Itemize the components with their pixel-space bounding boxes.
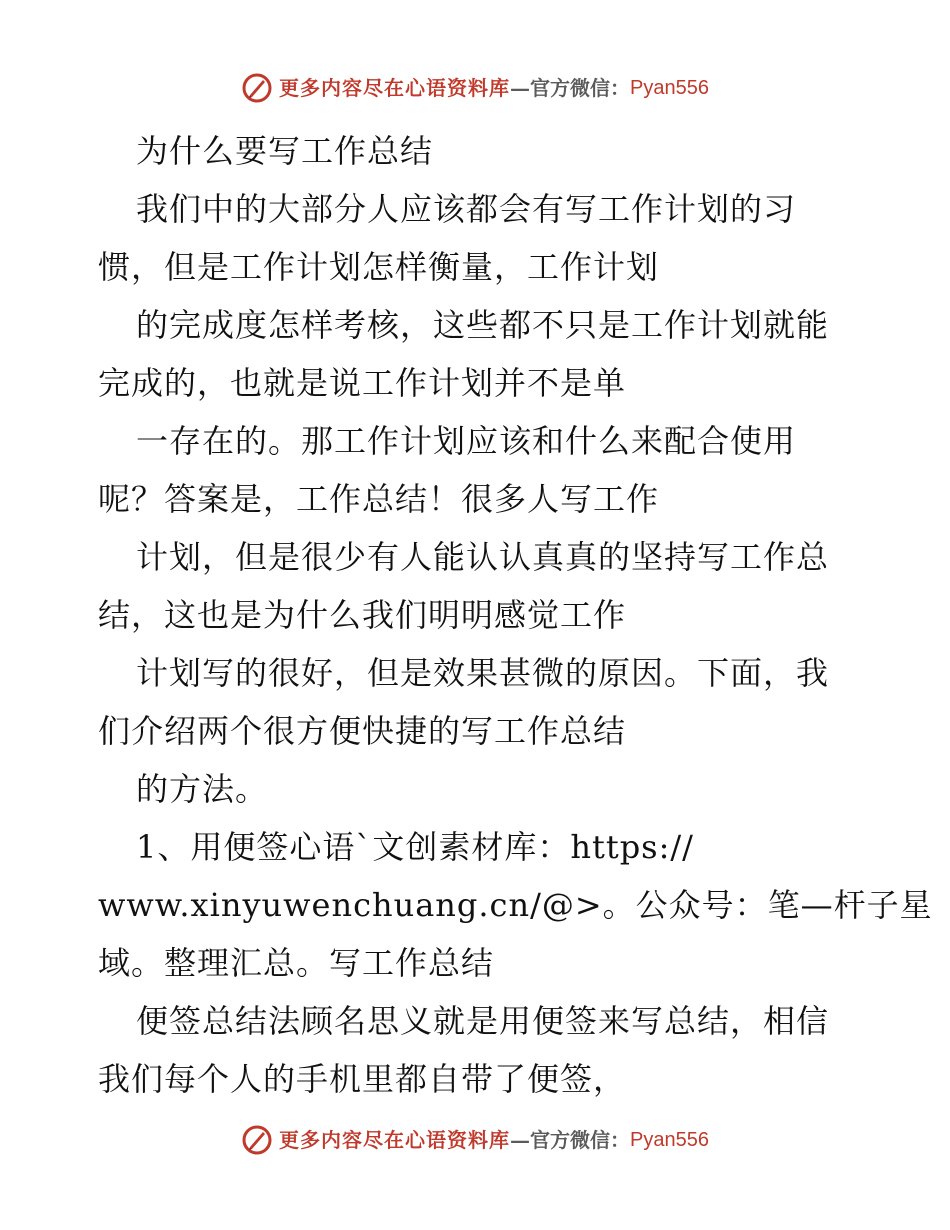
text-line: www.xinyuwenchuang.cn/@>。公众号：笔—杆子星 bbox=[98, 886, 933, 924]
text-line: 计划写的很好，但是效果甚微的原因。下面，我 bbox=[136, 654, 830, 692]
text-line: 一存在的。那工作计划应该和什么来配合使用 bbox=[136, 422, 797, 460]
text-line: 结，这也是为什么我们明明感觉工作 bbox=[98, 596, 627, 634]
banner-wechat-id: Pyan556 bbox=[630, 77, 709, 99]
header-watermark bbox=[0, 72, 950, 104]
text-line: 完成的，也就是说工作计划并不是单 bbox=[98, 364, 627, 402]
text-line: 们介绍两个很方便快捷的写工作总结 bbox=[98, 712, 627, 750]
text-line: 我们中的大部分人应该都会有写工作计划的习 bbox=[136, 190, 797, 228]
text-line: 的方法。 bbox=[136, 770, 269, 808]
text-line: 计划，但是很少有人能认认真真的坚持写工作总 bbox=[136, 538, 830, 576]
banner-wechat-label: 官方微信： bbox=[530, 76, 631, 100]
quill-logo-icon bbox=[241, 1124, 273, 1156]
banner-dash: — bbox=[510, 76, 531, 100]
banner-site-name: 更多内容尽在心语资料库 bbox=[279, 1128, 511, 1152]
footer-watermark bbox=[0, 1124, 950, 1156]
banner-site-name: 更多内容尽在心语资料库 bbox=[279, 76, 511, 100]
text-line: 域。整理汇总。写工作总结 bbox=[98, 944, 495, 982]
text-line: 为什么要写工作总结 bbox=[136, 132, 434, 170]
text-line: 1、用便签心语`文创素材库：https:// bbox=[136, 828, 694, 866]
text-line: 呢？答案是，工作总结！很多人写工作 bbox=[98, 480, 660, 518]
text-line: 的完成度怎样考核，这些都不只是工作计划就能 bbox=[136, 306, 830, 344]
text-line: 我们每个人的手机里都自带了便签， bbox=[98, 1060, 627, 1098]
banner-wechat-label: 官方微信： bbox=[530, 1128, 631, 1152]
banner-dash: — bbox=[510, 1128, 531, 1152]
text-line: 便签总结法顾名思义就是用便签来写总结，相信 bbox=[136, 1002, 830, 1040]
quill-logo-icon bbox=[241, 72, 273, 104]
banner-wechat-id: Pyan556 bbox=[630, 1129, 709, 1151]
text-line: 惯，但是工作计划怎样衡量，工作计划 bbox=[98, 248, 660, 286]
document-body bbox=[98, 122, 933, 1108]
